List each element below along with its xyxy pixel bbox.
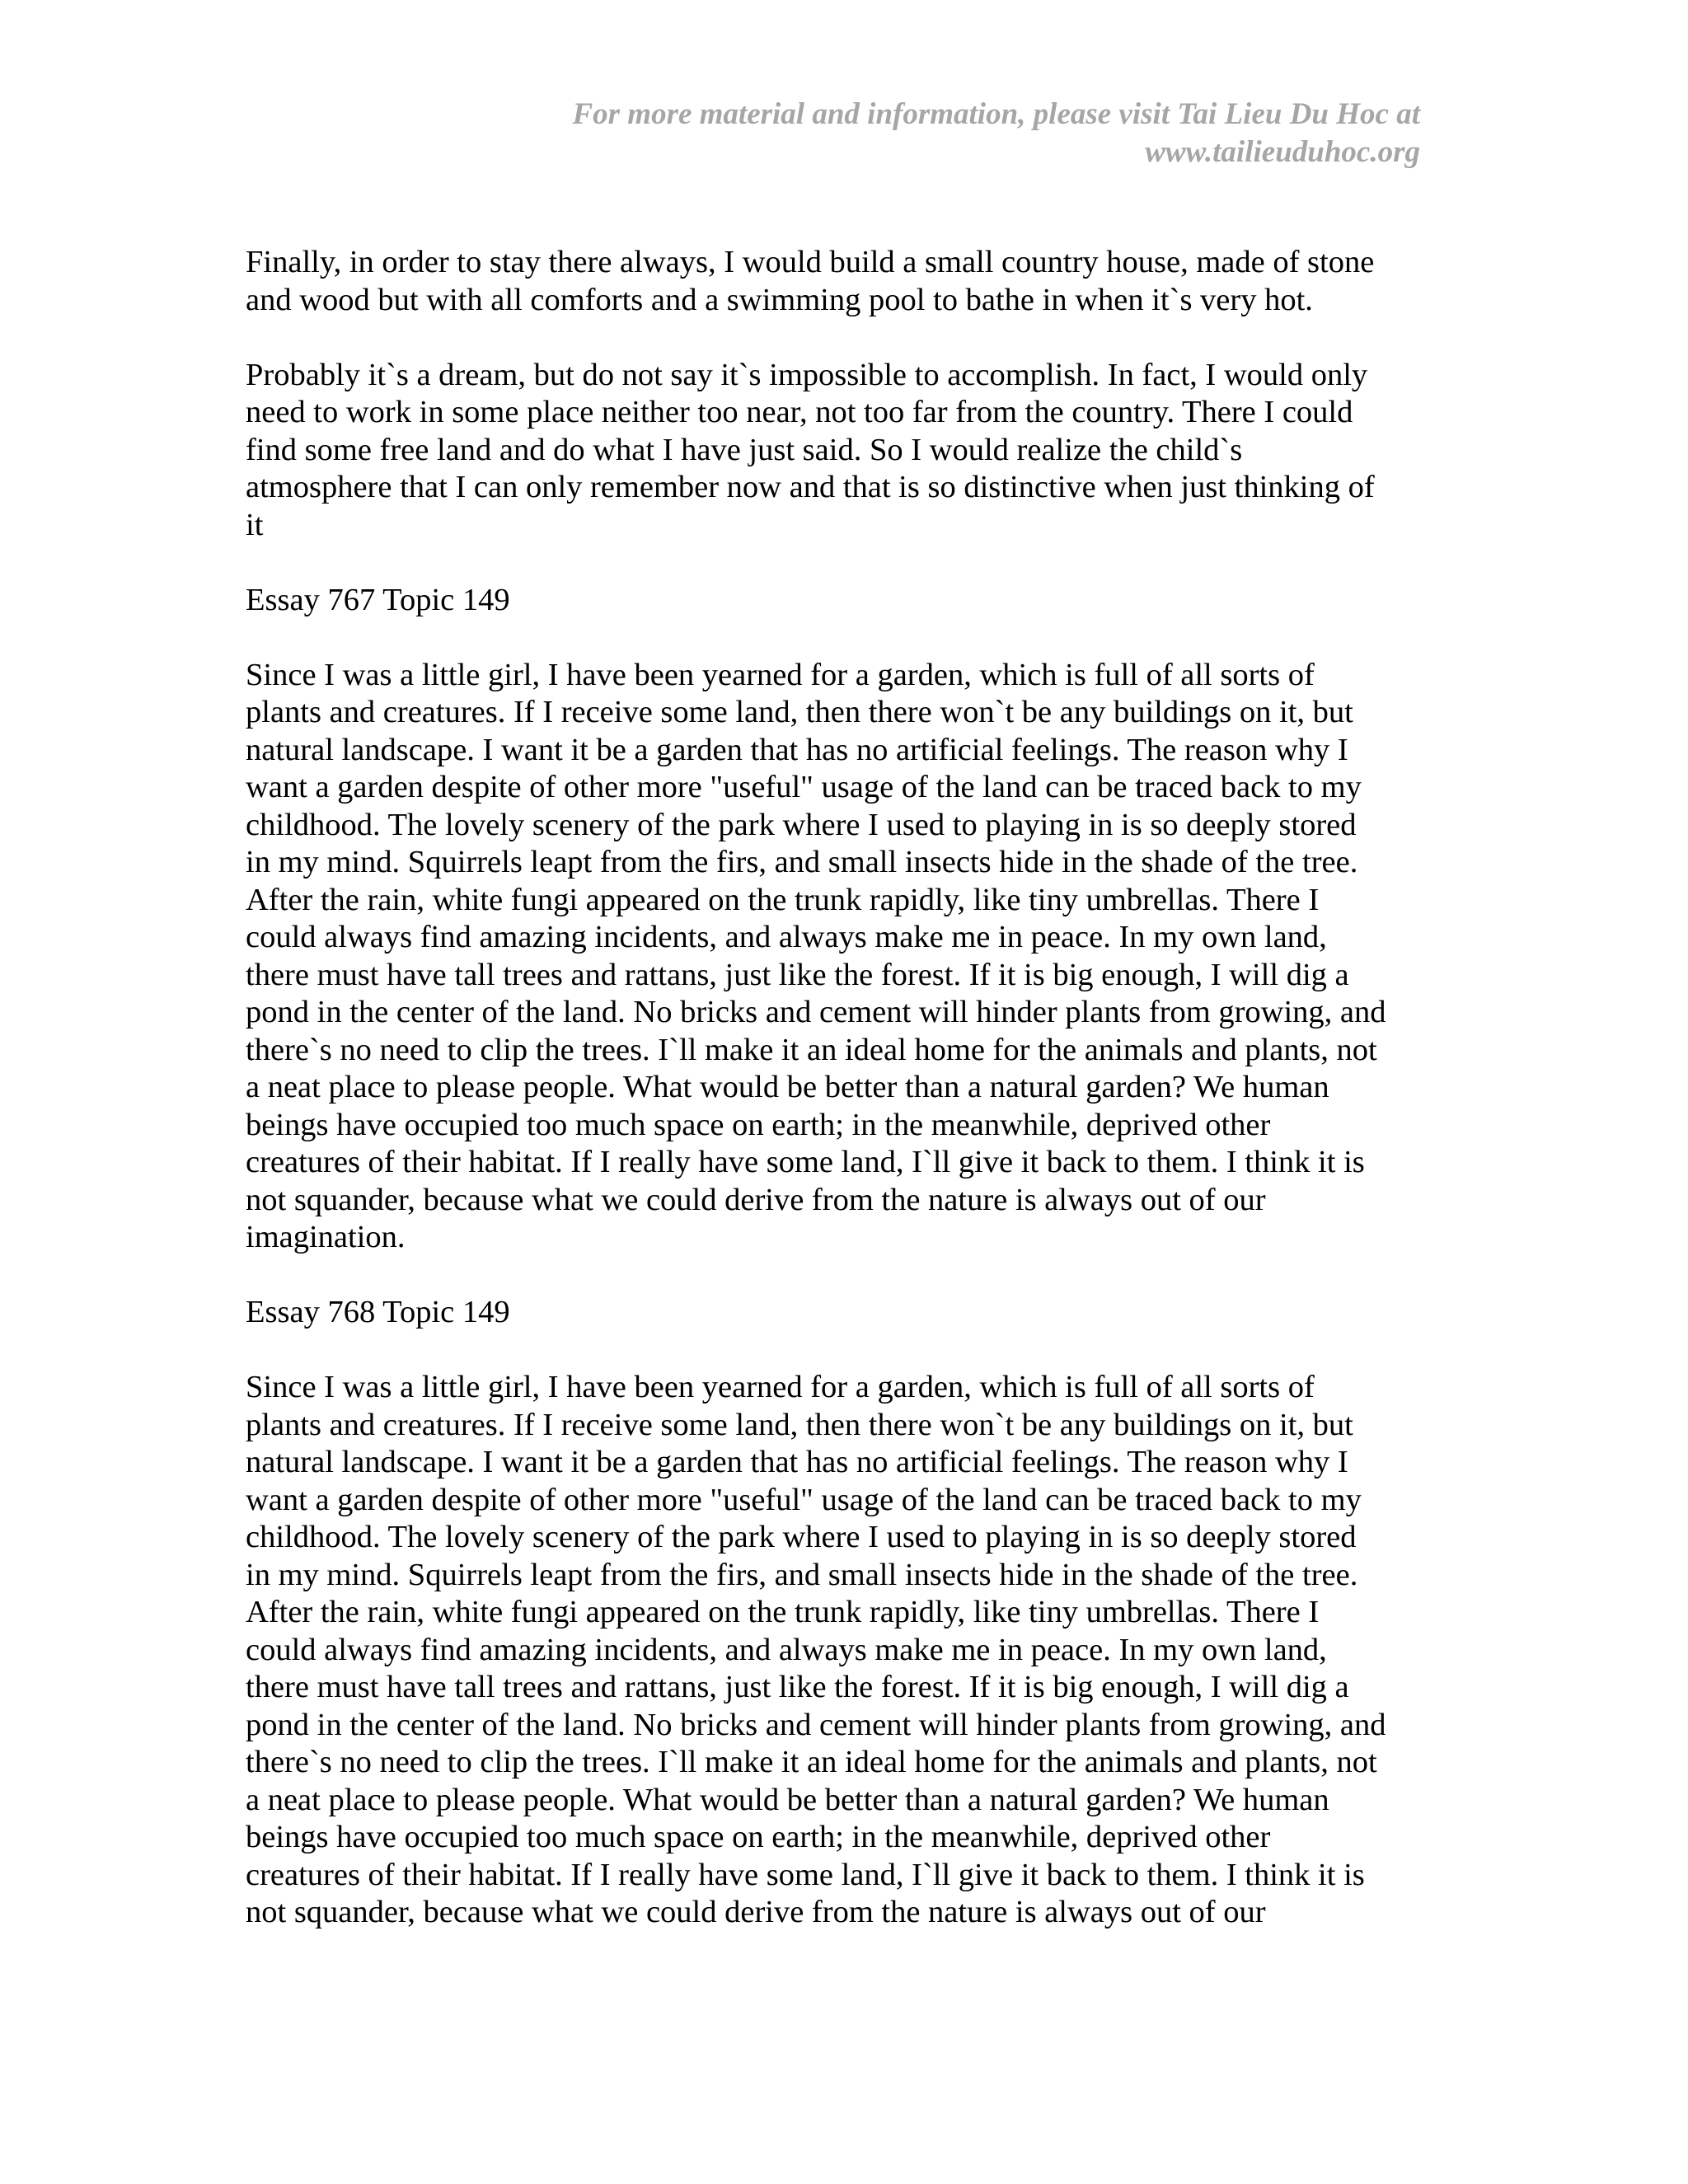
document-body	[246, 244, 1432, 1969]
text-line: want a garden despite of other more "useful" usage of the land can be traced back to my	[246, 1482, 1362, 1517]
text-line: not squander, because what we could derive from the nature is always out of our	[246, 1182, 1266, 1217]
text-line: there must have tall trees and rattans, just like the forest. If it is big enough, I will dig a	[246, 957, 1349, 992]
header-line-1: For more material and information, please visit Tai Lieu Du Hoc at	[572, 97, 1420, 131]
text-line: beings have occupied too much space on earth; in the meanwhile, deprived other	[246, 1107, 1271, 1142]
text-line: Since I was a little girl, I have been yearned for a garden, which is full of all sorts of	[246, 1370, 1315, 1404]
text-line: find some free land and do what I have just said. So I would realize the child`s	[246, 432, 1243, 467]
text-line: a neat place to please people. What would be better than a natural garden? We human	[246, 1070, 1329, 1104]
text-line: could always find amazing incidents, and always make me in peace. In my own land,	[246, 920, 1327, 954]
text-line: could always find amazing incidents, and always make me in peace. In my own land,	[246, 1632, 1327, 1667]
text-line: it	[246, 507, 264, 542]
text-line: natural landscape. I want it be a garden that has no artificial feelings. The reason why I	[246, 732, 1348, 767]
text-line: atmosphere that I can only remember now and that is so distinctive when just thinking of	[246, 470, 1375, 504]
text-line: plants and creatures. If I receive some land, then there won`t be any buildings on it, but	[246, 695, 1353, 729]
text-line: in my mind. Squirrels leapt from the firs, and small insects hide in the shade of the tree.	[246, 845, 1358, 879]
paragraph	[246, 1369, 1432, 1932]
text-line: creatures of their habitat. If I really have some land, I`ll give it back to them. I think it is	[246, 1857, 1365, 1892]
text-line: want a garden despite of other more "useful" usage of the land can be traced back to my	[246, 770, 1362, 804]
text-line: a neat place to please people. What would be better than a natural garden? We human	[246, 1782, 1329, 1817]
text-line: there must have tall trees and rattans, just like the forest. If it is big enough, I will dig a	[246, 1670, 1349, 1704]
text-line: in my mind. Squirrels leapt from the firs, and small insects hide in the shade of the tree.	[246, 1557, 1358, 1592]
text-line: creatures of their habitat. If I really have some land, I`ll give it back to them. I think it is	[246, 1145, 1365, 1179]
text-line: not squander, because what we could derive from the nature is always out of our	[246, 1895, 1266, 1929]
text-line: After the rain, white fungi appeared on the trunk rapidly, like tiny umbrellas. There I	[246, 1595, 1320, 1629]
text-line: there`s no need to clip the trees. I`ll make it an ideal home for the animals and plants, not	[246, 1032, 1377, 1067]
essay-heading	[246, 582, 1432, 620]
essay-title: Essay 768 Topic 149	[246, 1295, 510, 1329]
essay-heading	[246, 1294, 1432, 1332]
text-line: there`s no need to clip the trees. I`ll make it an ideal home for the animals and plants, not	[246, 1745, 1377, 1779]
text-line: and wood but with all comforts and a swimming pool to bathe in when it`s very hot.	[246, 282, 1313, 317]
text-line: Probably it`s a dream, but do not say it`s impossible to accomplish. In fact, I would only	[246, 357, 1368, 392]
text-line: imagination.	[246, 1220, 406, 1254]
text-line: need to work in some place neither too near, not too far from the country. There I could	[246, 395, 1353, 429]
text-line: pond in the center of the land. No bricks and cement will hinder plants from growing, and	[246, 1707, 1386, 1742]
paragraph	[246, 657, 1432, 1257]
text-line: beings have occupied too much space on earth; in the meanwhile, deprived other	[246, 1820, 1271, 1854]
text-line: pond in the center of the land. No bricks and cement will hinder plants from growing, and	[246, 995, 1386, 1029]
text-line: Since I was a little girl, I have been yearned for a garden, which is full of all sorts of	[246, 657, 1315, 692]
paragraph	[246, 244, 1432, 319]
text-line: Finally, in order to stay there always, I would build a small country house, made of stone	[246, 245, 1375, 279]
essay-title: Essay 767 Topic 149	[246, 582, 510, 617]
text-line: After the rain, white fungi appeared on the trunk rapidly, like tiny umbrellas. There I	[246, 882, 1320, 917]
header-url: www.tailieuduhoc.org	[1145, 135, 1420, 169]
text-line: plants and creatures. If I receive some land, then there won`t be any buildings on it, but	[246, 1407, 1353, 1442]
text-line: natural landscape. I want it be a garden that has no artificial feelings. The reason why I	[246, 1445, 1348, 1479]
text-line: childhood. The lovely scenery of the park where I used to playing in is so deeply stored	[246, 807, 1357, 842]
page-header	[431, 96, 1420, 171]
paragraph	[246, 357, 1432, 545]
text-line: childhood. The lovely scenery of the park where I used to playing in is so deeply stored	[246, 1520, 1357, 1554]
